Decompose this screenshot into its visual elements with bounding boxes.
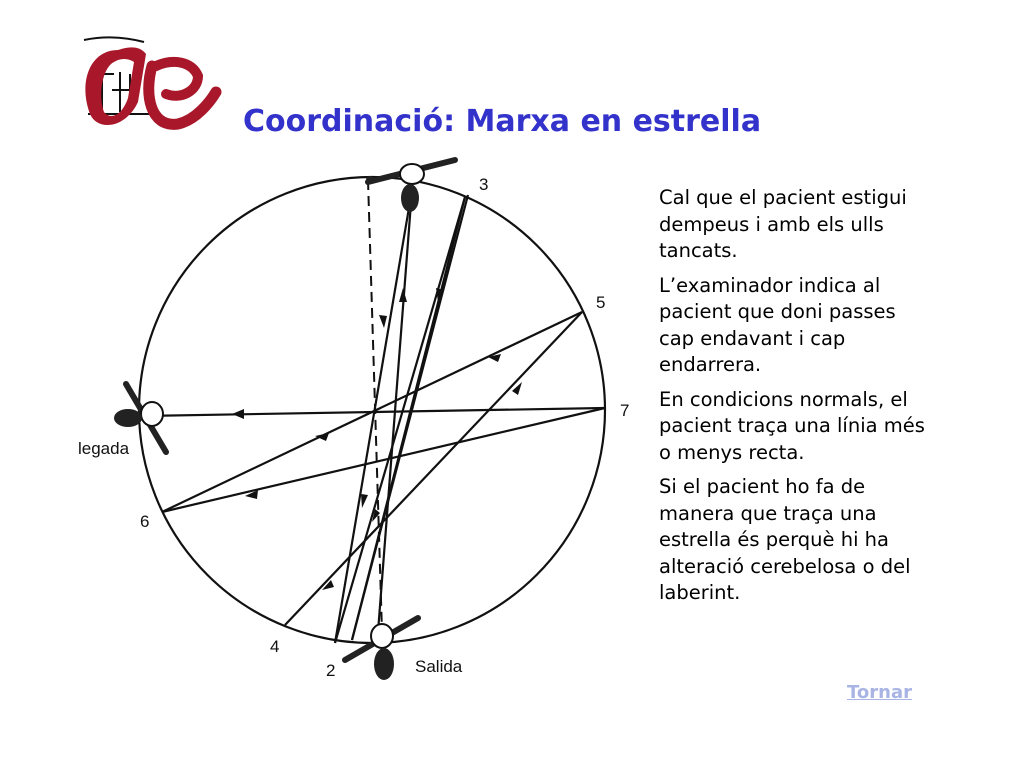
point-label-7: 7 [620,401,630,420]
direction-arrow [379,315,387,328]
point-label-2: 2 [326,661,336,680]
path-segment [352,195,468,640]
instructions-text [659,185,929,615]
back-link[interactable]: Tornar [847,682,912,703]
direction-arrow [361,494,368,508]
walking-figure-top-icon [366,160,455,212]
point-label-3: 3 [479,175,489,194]
instruction-paragraph: En condicions normals, el pacient traça una línia més o menys recta. [659,387,925,464]
page-title: Coordinació: Marxa en estrella [243,104,762,140]
start-label: Salida [415,657,463,676]
point-label-5: 5 [596,293,606,312]
point-label-6: 6 [140,512,150,531]
direction-arrow [399,288,407,302]
path-segment [285,312,582,625]
arrival-label: legada [78,439,130,458]
instruction-paragraph: L’examinador indica al pacient que doni passes cap endavant i cap endarrera. [659,273,896,376]
path-segment [162,408,605,512]
direction-arrow [232,409,244,419]
instruction-paragraph: Cal que el pacient estigui dempeus i amb els ulls tancats. [659,186,907,262]
point-label-4: 4 [270,637,280,656]
instruction-paragraph: Si el pacient ho fa de manera que traça una estrella és perquè hi ha alteració cerebelosa o del laberint. [659,475,911,604]
